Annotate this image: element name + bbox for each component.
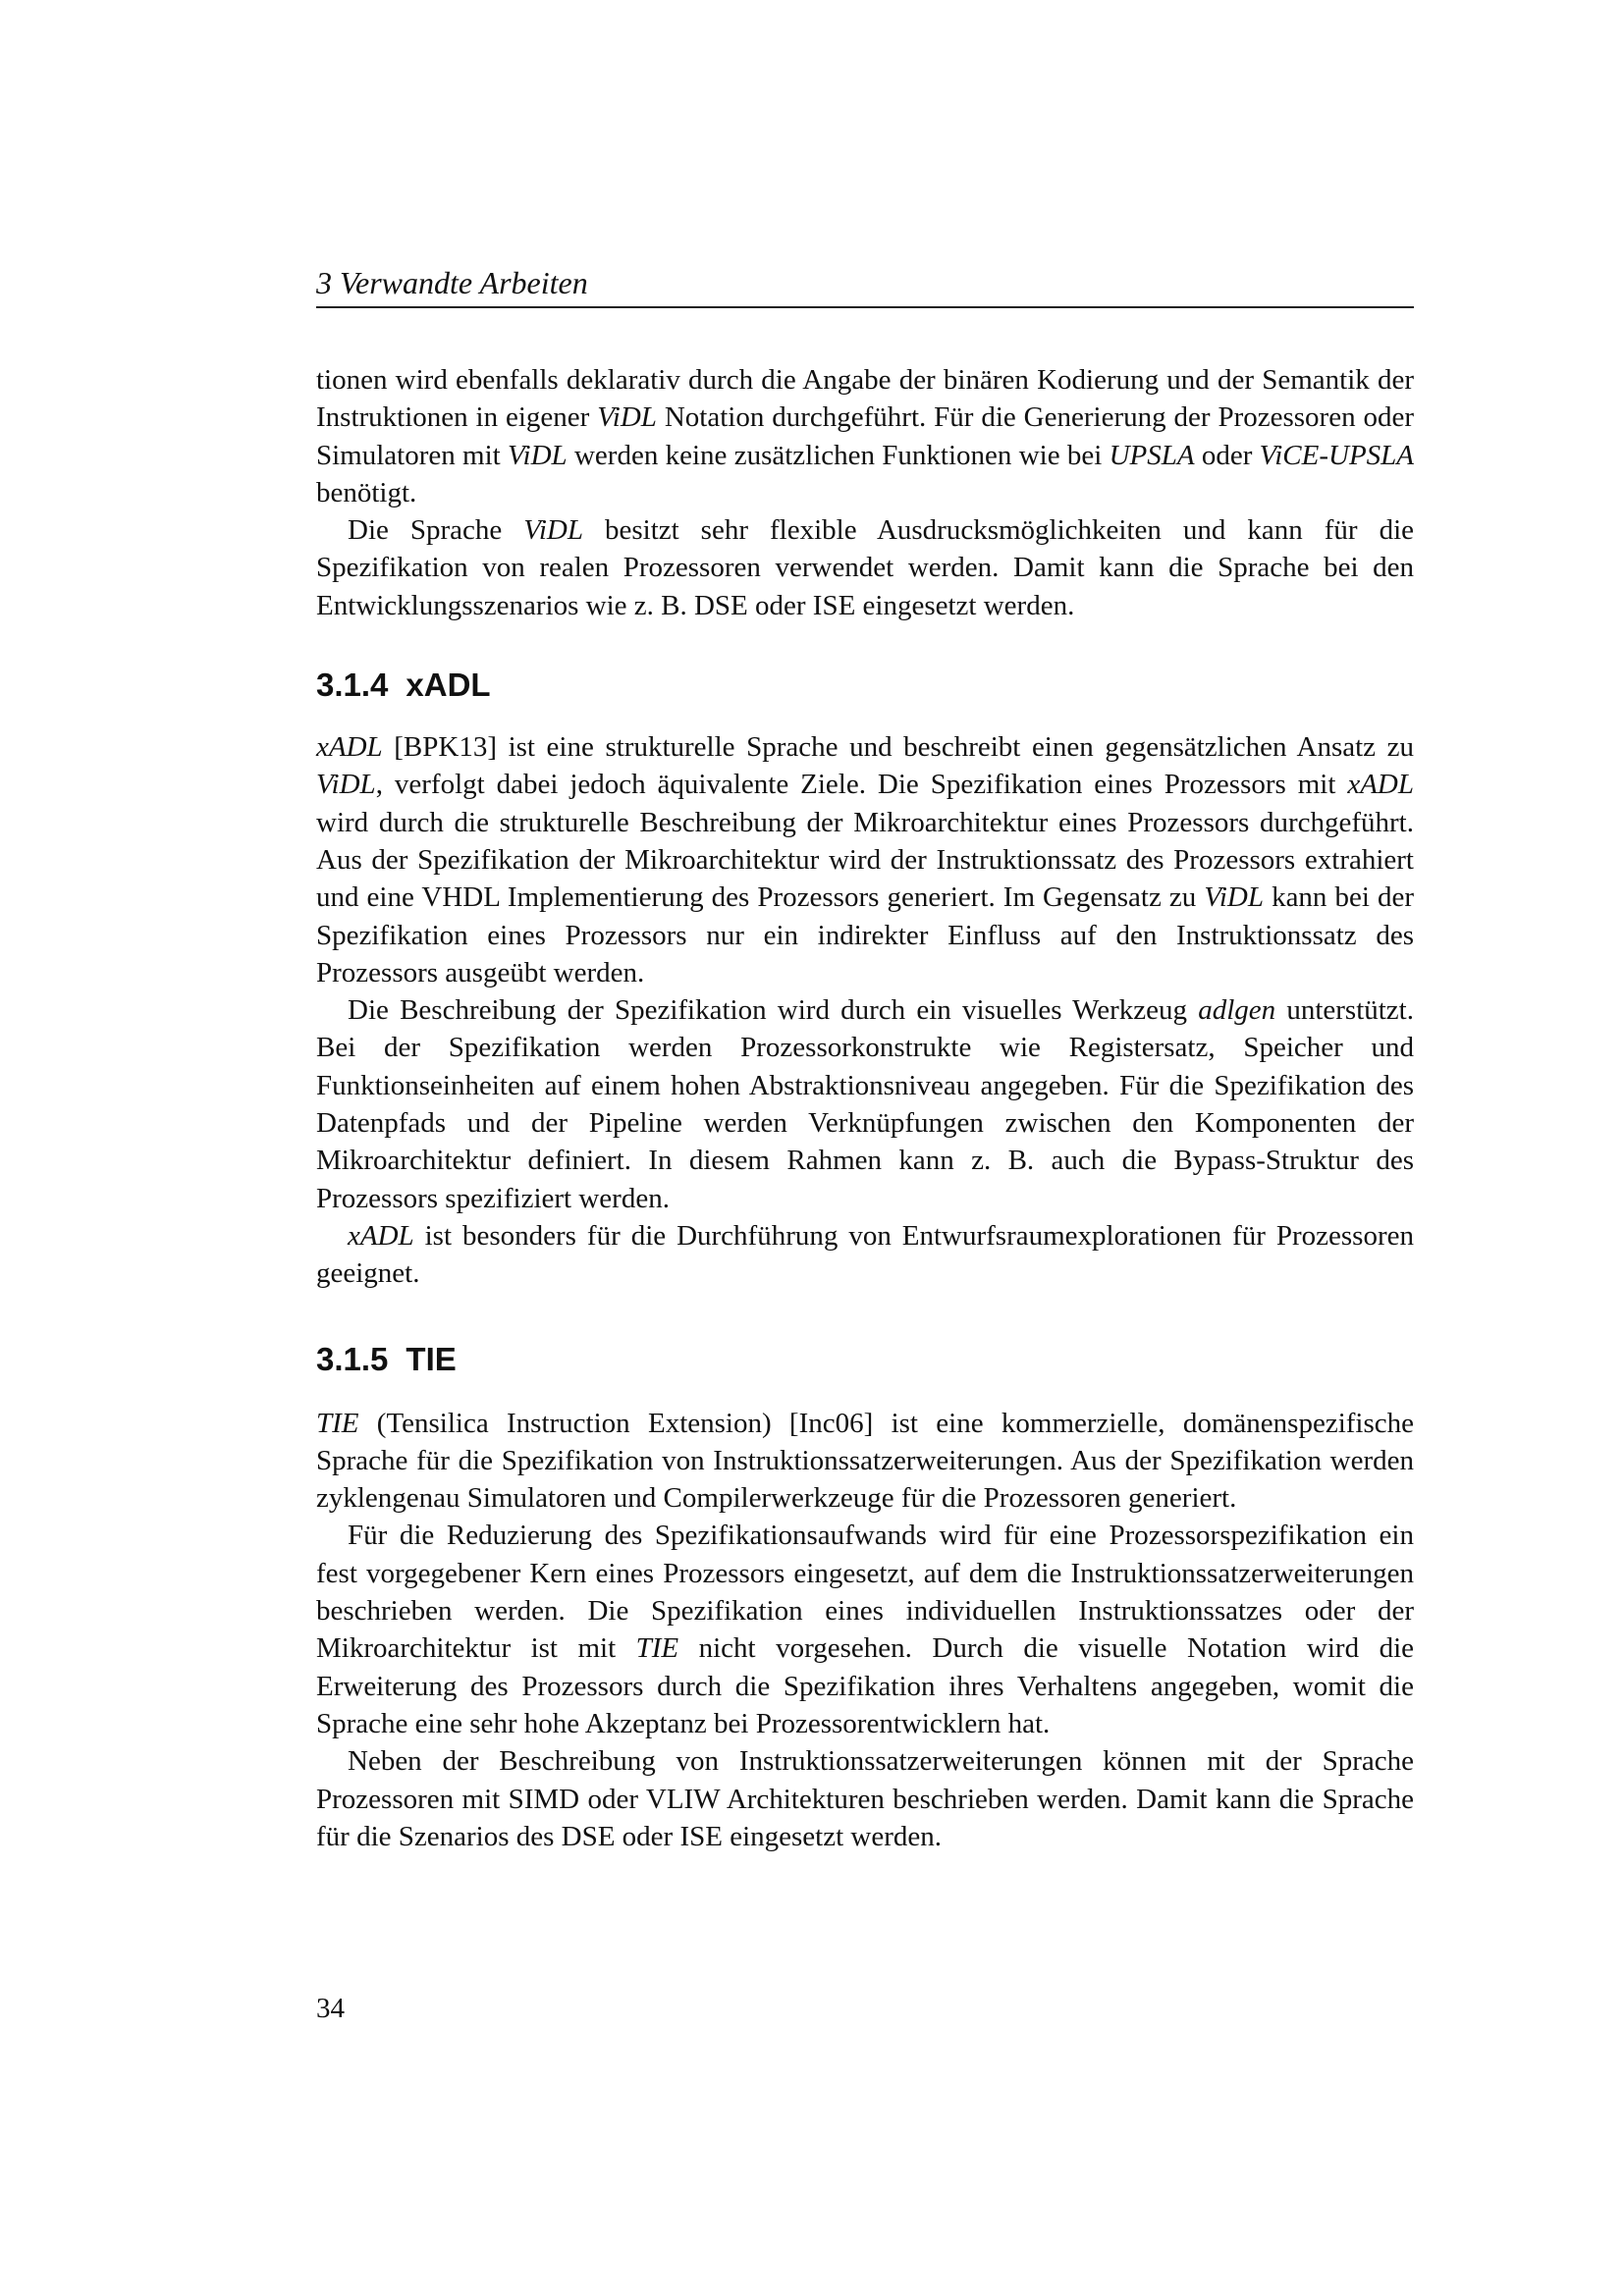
running-header: 3 Verwandte Arbeiten (316, 265, 588, 300)
paragraph-xadl-intro: xADL [BPK13] ist eine strukturelle Sprache und beschreibt einen gegensätzlichen Ansatz zu ViDL, verfolgt dabei jedoch äquivalente Ziele. Die Spezifikation eines Prozessors mit xADL wird durch die strukturelle Beschreibung der Mikroarchitektur eines Prozessors durchgeführt. Aus der Spezifikation der Mikroarchitektur wird der Instruktionssatz des Prozessors extrahiert und eine VHDL Implementierung des Prozessors generiert. Im Gegensatz zu ViDL kann bei der Spezifikation eines Prozessors nur ein indirekter Einfluss auf den Instruktionssatz des Prozessors ausgeübt werden. (316, 731, 1414, 988)
paragraph-xadl-usage: xADL ist besonders für die Durchführung von Entwurfsraumexplorationen für Prozessoren geeignet. (316, 1219, 1414, 1290)
paragraph-vidl-carryover: tionen wird ebenfalls deklarativ durch die Angabe der binären Kodierung und der Semantik der Instruktionen in eigener ViDL Notation durchgeführt. Für die Generierung der Prozessoren oder Simulatoren mit ViDL werden keine zusätzlichen Funktionen wie bei UPSLA oder ViCE-UPSLA benötigt. (316, 364, 1415, 508)
section-heading-xadl: 3.1.4 xADL (316, 667, 491, 704)
paragraph-xadl-tool: Die Beschreibung der Spezifikation wird durch ein visuelles Werkzeug adlgen unterstützt. Bei der Spezifikation werden Prozessorkonstrukte wie Registersatz, Speicher und Funktionseinheiten auf einem hohen Abstraktionsniveau angegeben. Für die Spezifikation des Datenpfads und der Pipeline werden Verknüpfungen zwischen den Komponenten der Mikroarchitektur definiert. In diesem Rahmen kann z. B. auch die Bypass-Struktur des Prozessors spezifiziert werden. (316, 994, 1414, 1214)
header-rule (316, 306, 1414, 308)
paragraph-tie-core: Für die Reduzierung des Spezifikationsaufwands wird für eine Prozessorspezifikation ein fest vorgegebener Kern eines Prozessors eingesetzt, auf dem die Instruktionssatzerweiterungen beschrieben werden. Die Spezifikation eines individuellen Instruktionssatzes oder der Mikroarchitektur ist mit TIE nicht vorgesehen. Durch die visuelle Notation wird die Erweiterung des Prozessors durch die Spezifikation ihres Verhaltens angegeben, womit die Sprache eine sehr hohe Akzeptanz bei Prozessorentwicklern hat. (316, 1520, 1414, 1739)
paragraph-tie-simd-vliw: Neben der Beschreibung von Instruktionssatzerweiterungen können mit der Sprache Prozessoren mit SIMD oder VLIW Architekturen beschrieben werden. Damit kann die Sprache für die Szenarios des DSE oder ISE eingesetzt werden. (316, 1745, 1414, 1852)
page-number: 34 (316, 1993, 345, 2024)
section-heading-tie: 3.1.5 TIE (316, 1340, 457, 1377)
paragraph-vidl-summary: Die Sprache ViDL besitzt sehr flexible Ausdrucksmöglichkeiten und kann für die Spezifikation von realen Prozessoren verwendet werden. Damit kann die Sprache bei den Entwicklungsszenarios wie z. B. DSE oder ISE eingesetzt werden. (316, 514, 1415, 621)
paragraph-tie-intro: TIE (Tensilica Instruction Extension) [Inc06] ist eine kommerzielle, domänenspezifische Sprache für die Spezifikation von Instruktionssatzerweiterungen. Aus der Spezifikation werden zyklengenau Simulatoren und Compilerwerkzeuge für die Prozessoren generiert. (316, 1407, 1414, 1515)
page-body (316, 361, 1414, 1855)
